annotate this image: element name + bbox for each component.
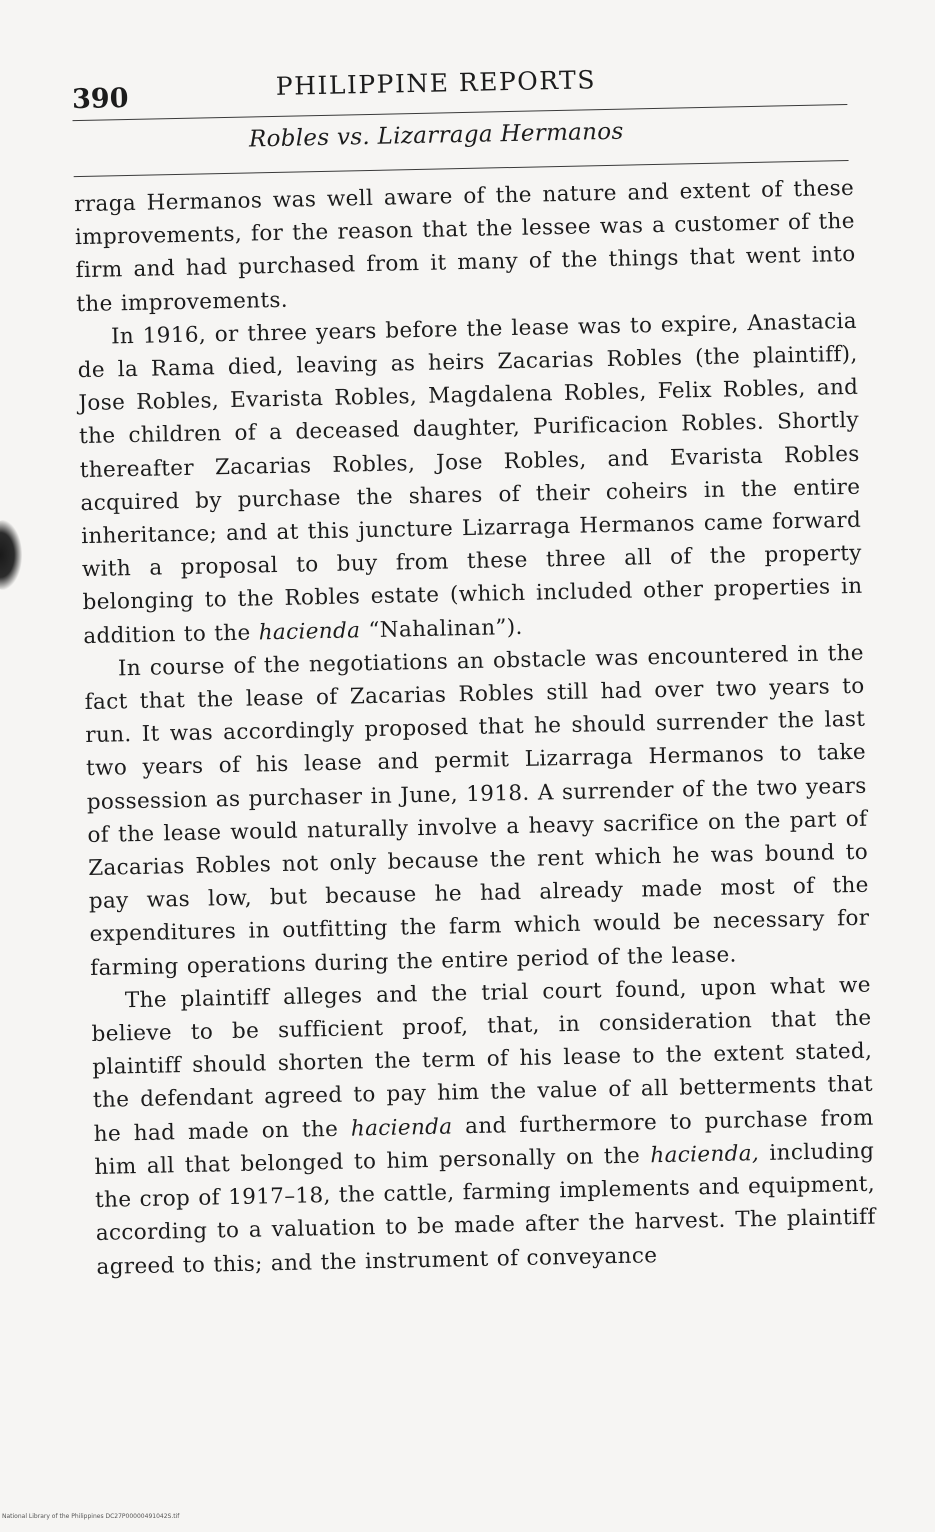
scan-credit: National Library of the Philippines DC27P00000491042S.tif: [2, 1513, 180, 1520]
paragraph-text: “Nahalinan”).: [359, 614, 523, 643]
running-title: PHILIPPINE REPORTS: [275, 65, 597, 101]
italic-term: hacienda: [258, 617, 361, 646]
paragraph-text: rraga Hermanos was well aware of the nature and extent of these improvements, for the reason that the lessee was a customer of the firm and had purchased from it many of the things that went into the improvements.: [74, 175, 856, 317]
italic-term: hacienda: [350, 1114, 453, 1142]
paragraph: [74, 172, 857, 321]
paragraph: [84, 637, 871, 985]
page-number: 390: [71, 83, 129, 116]
header-rule-top: [73, 104, 848, 121]
case-title: Robles vs. Lizarraga Hermanos: [248, 118, 624, 153]
paragraph-text: In 1916, or three years before the lease was to expire, Anastacia de la Rama died, leaving as heirs Zacarias Robles (the plaintiff), Jose Robles, Evarista Robles, Magdalena Robles, Felix Robles, and the children of a deceased daughter, Purificacion Robles. Shortly thereafter Zacarias Robles, Jose Robles, and Evarista Robles acquired by purchase the shares of their coheirs in the entire inheritance; and at this juncture Lizarraga Hermanos came forward with a proposal to buy from these three all of the property belonging to the Robles estate (which included other properties in addition to the: [77, 308, 863, 649]
paragraph-text: In course of the negotiations an obstacle was encountered in the fact that the lease of Zacarias Robles still had over two years to run. It was accordingly proposed that he should surrender the last two years of his lease and permit Lizarraga Hermanos to take possession as purchaser in June, 1918. A surrender of the two years of the lease would naturally involve a heavy sacrifice on the part of Zacarias Robles not only because the rent which he was bound to pay was low, but because he had already made most of the expenditures in outfitting the farm which would be necessary for farming operations during the entire period of the lease.: [84, 640, 870, 981]
body-text: [74, 172, 877, 1284]
italic-term: hacienda,: [650, 1140, 760, 1169]
paragraph: [77, 305, 864, 653]
paragraph-text: The plaintiff alleges and the trial court found, upon what we believe to be sufficient proof, that, in consideration that the plaintiff should shorten the term of his lease to the extent stated, the defendant agreed to pay him the value of all betterments that he had made on the: [91, 972, 874, 1147]
paragraph-text: including the crop of 1917–18, the cattle, farming implements and equipment, according to a valuation to be made after the harvest. The plaintiff agreed to this; and the instrument of conveyance: [94, 1138, 876, 1280]
paragraph: [91, 969, 877, 1284]
paragraph-text: and furthermore to purchase from him all that belonged to him personally on the: [94, 1105, 874, 1180]
